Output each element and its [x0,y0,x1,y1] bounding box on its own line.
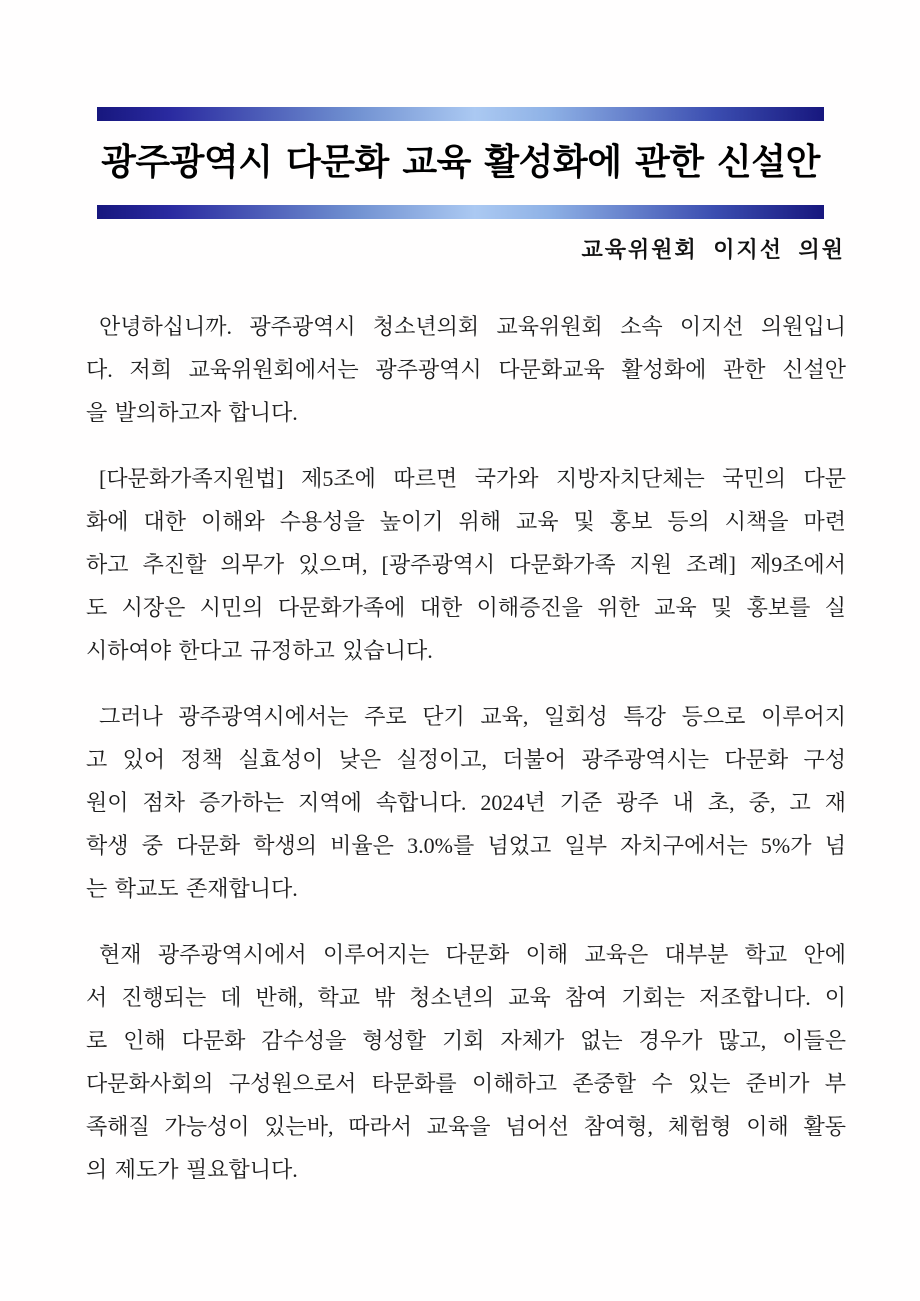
text-line: 하고 추진할 의무가 있으며, [광주광역시 다문화가족 지원 조례] 제9조에서 [86,552,846,577]
title-rule-bottom [97,205,824,219]
text-line: 로 인해 다문화 감수성을 형성할 기회 자체가 없는 경우가 많고, 이들은 [86,1028,846,1053]
document-title: 광주광역시 다문화 교육 활성화에 관한 신설안 [101,141,820,182]
paragraph [86,933,846,1191]
text-line: 현재 광주광역시에서 이루어지는 다문화 이해 교육은 대부분 학교 안에 [99,942,846,967]
paragraph [86,305,846,434]
author-byline: 교육위원회 이지선 의원 [581,237,845,262]
document-body [86,305,846,1214]
text-line: 도 시장은 시민의 다문화가족에 대한 이해증진을 위한 교육 및 홍보를 실 [86,595,846,620]
text-line: 을 발의하고자 합니다. [86,400,298,425]
text-line: 서 진행되는 데 반해, 학교 밖 청소년의 교육 참여 기회는 저조합니다. 이 [86,985,846,1010]
text-line: 의 제도가 필요합니다. [86,1157,298,1182]
text-line: [다문화가족지원법] 제5조에 따르면 국가와 지방자치단체는 국민의 다문 [99,466,846,491]
text-line: 다. 저희 교육위원회에서는 광주광역시 다문화교육 활성화에 관한 신설안 [86,357,846,382]
paragraph [86,695,846,910]
text-line: 원이 점차 증가하는 지역에 속합니다. 2024년 기준 광주 내 초, 중, 고 재 [86,790,846,815]
text-line: 화에 대한 이해와 수용성을 높이기 위해 교육 및 홍보 등의 시책을 마련 [86,509,846,534]
text-line: 족해질 가능성이 있는바, 따라서 교육을 넘어선 참여형, 체험형 이해 활동 [86,1114,846,1139]
text-line: 그러나 광주광역시에서는 주로 단기 교육, 일회성 특강 등으로 이루어지 [99,704,846,729]
text-line: 고 있어 정책 실효성이 낮은 실정이고, 더불어 광주광역시는 다문화 구성 [86,747,846,772]
text-line: 학생 중 다문화 학생의 비율은 3.0%를 넘었고 일부 자치구에서는 5%가 넘 [86,833,846,858]
text-line: 다문화사회의 구성원으로서 타문화를 이해하고 존중할 수 있는 준비가 부 [86,1071,846,1096]
text-line: 안녕하십니까. 광주광역시 청소년의회 교육위원회 소속 이지선 의원입니 [99,314,846,339]
text-line: 는 학교도 존재합니다. [86,876,298,901]
text-line: 시하여야 한다고 규정하고 있습니다. [86,638,433,663]
title-rule-top [97,107,824,121]
paragraph [86,457,846,672]
